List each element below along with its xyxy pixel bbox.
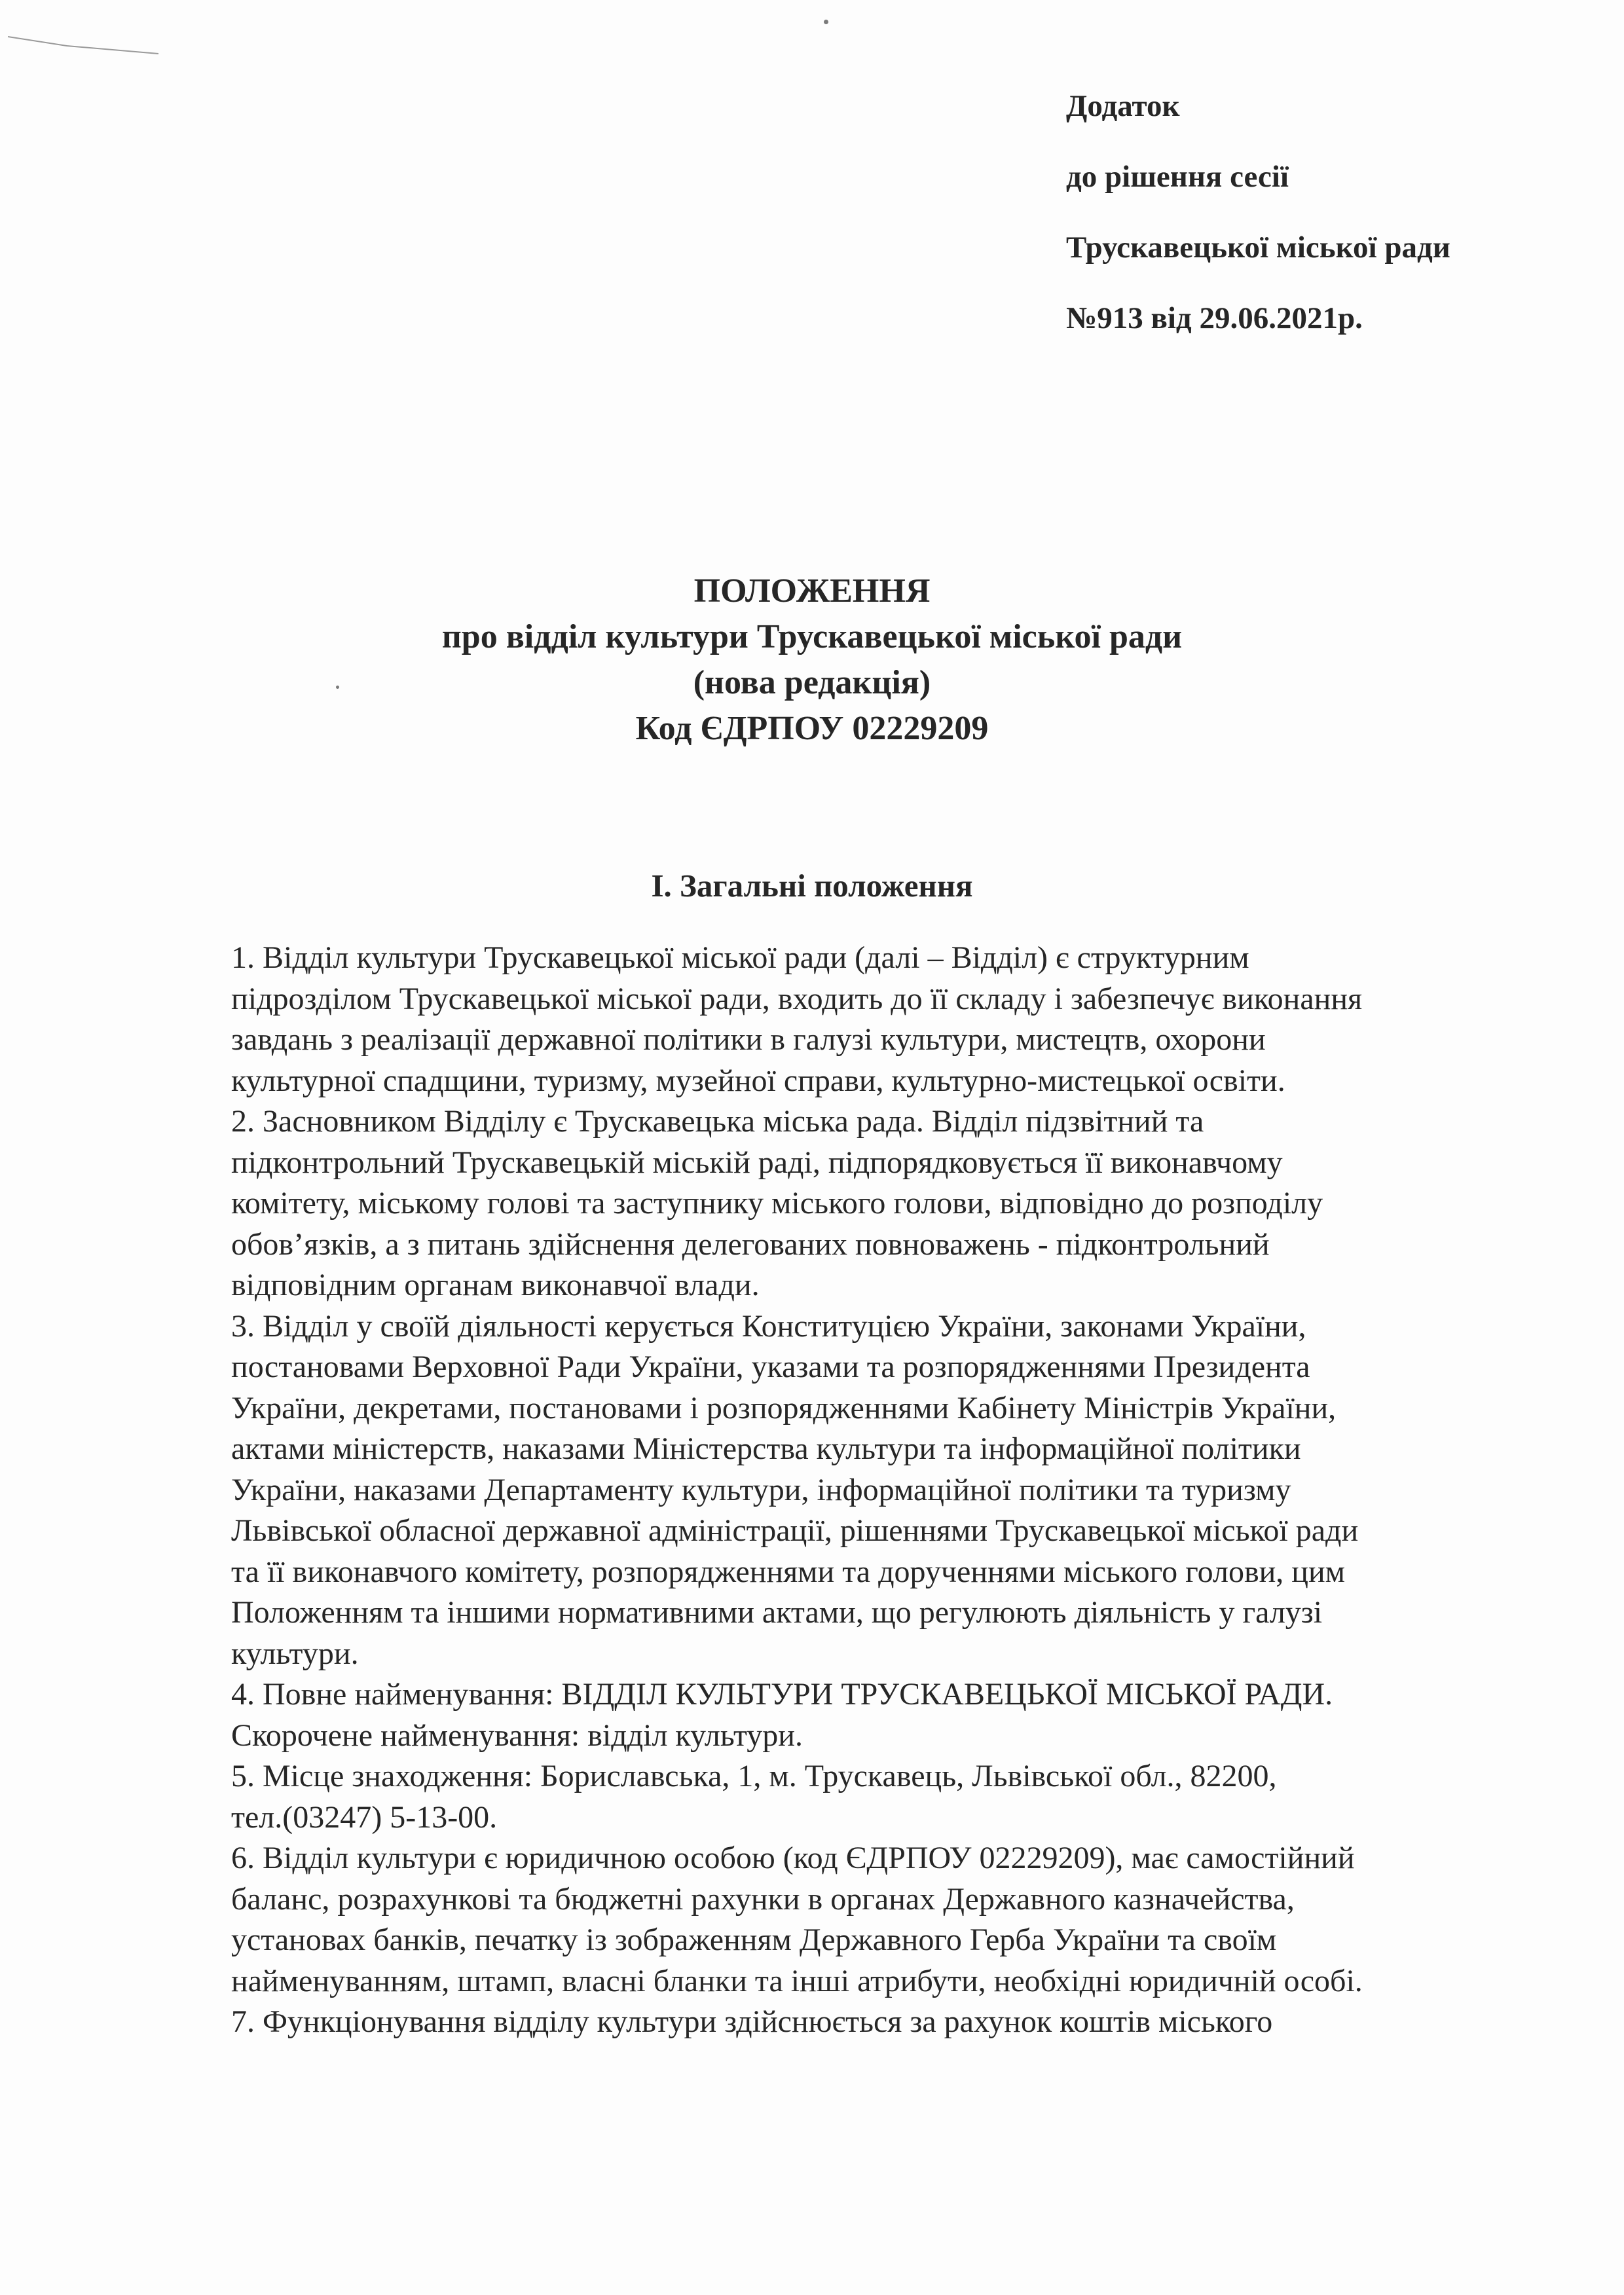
- scan-speck: [824, 20, 828, 24]
- text-line: Львівської обласної державної адміністрації, рішеннями Трускавецької міської ради: [231, 1513, 1359, 1548]
- paragraph-2: [231, 1101, 1606, 1306]
- text-line: 5. Місце знаходження: Бориславська, 1, м. Трускавець, Львівської обл., 82200,: [231, 1759, 1277, 1793]
- title-subject: про відділ культури Трускавецької міської ради: [441, 618, 1183, 655]
- title-code: Код ЄДРПОУ 02229209: [635, 710, 989, 747]
- section-body: [231, 938, 1606, 2043]
- text-line: підконтрольний Трускавецькій міській раді, підпорядковується її виконавчому: [231, 1145, 1283, 1180]
- text-line: завдань з реалізації державної політики в галузі культури, мистецтв, охорони: [231, 1022, 1266, 1057]
- scan-artifact-icon: [8, 31, 158, 58]
- text-line: обов’язків, а з питань здійснення делегованих повноважень - підконтрольний: [231, 1226, 1270, 1262]
- paragraph-7: [231, 2002, 1606, 2043]
- section-heading: I. Загальні положення: [651, 868, 973, 904]
- document-title: [0, 568, 1624, 752]
- text-line: відповідним органам виконавчої влади.: [231, 1268, 760, 1302]
- title-edition: (нова редакція): [693, 664, 931, 701]
- text-line: 4. Повне найменування: ВІДДІЛ КУЛЬТУРИ ТРУСКАВЕЦЬКОЇ МІСЬКОЇ РАДИ.: [231, 1677, 1333, 1712]
- text-line: підрозділом Трускавецької міської ради, входить до її складу і забезпечує виконання: [231, 981, 1363, 1016]
- text-line: баланс, розрахункові та бюджетні рахунки в органах Державного казначейства,: [231, 1881, 1295, 1917]
- text-line: та її виконавчого комітету, розпорядженнями та дорученнями міського голови, цим: [231, 1554, 1346, 1589]
- text-line: 3. Відділ у своїй діяльності керується Конституцією України, законами України,: [231, 1308, 1306, 1344]
- text-line: тел.(03247) 5-13-00.: [231, 1799, 498, 1835]
- text-line: комітету, міському голові та заступнику міського голови, відповідно до розподілу: [231, 1186, 1323, 1221]
- appendix-line: Трускавецької міської ради: [1066, 230, 1450, 265]
- paragraph-4: [231, 1674, 1606, 1756]
- title-heading: ПОЛОЖЕННЯ: [693, 572, 931, 610]
- appendix-line: до рішення сесії: [1066, 160, 1289, 194]
- text-line: 7. Функціонування відділу культури здійснюється за рахунок коштів міського: [231, 2004, 1273, 2039]
- paragraph-3: [231, 1306, 1606, 1675]
- text-line: актами міністерств, наказами Міністерства культури та інформаційної політики: [231, 1431, 1301, 1466]
- text-line: постановами Верховної Ради України, указами та розпорядженнями Президента: [231, 1349, 1310, 1384]
- text-line: України, наказами Департаменту культури, інформаційної політики та туризму: [231, 1472, 1291, 1507]
- text-line: культурної спадщини, туризму, музейної справи, культурно-мистецької освіти.: [231, 1063, 1285, 1098]
- text-line: установах банків, печатку із зображенням Державного Герба України та своїм: [231, 1922, 1277, 1957]
- appendix-line: №913 від 29.06.2021р.: [1066, 301, 1363, 335]
- text-line: Скорочене найменування: відділ культури.: [231, 1717, 803, 1753]
- appendix-line: Додаток: [1066, 89, 1180, 123]
- text-line: 6. Відділ культури є юридичною особою (код ЄДРПОУ 02229209), має самостійний: [231, 1841, 1355, 1875]
- text-line: України, декретами, постановами і розпорядженнями Кабінету Міністрів України,: [231, 1390, 1337, 1425]
- text-line: 1. Відділ культури Трускавецької міської ради (далі – Відділ) є структурним: [231, 940, 1249, 975]
- appendix-reference: [1066, 71, 1603, 354]
- text-line: Положенням та іншими нормативними актами, що регулюють діяльність у галузі: [231, 1595, 1323, 1630]
- paragraph-6: [231, 1838, 1606, 2002]
- paragraph-1: [231, 938, 1606, 1101]
- paragraph-5: [231, 1756, 1606, 1838]
- text-line: культури.: [231, 1636, 359, 1671]
- text-line: найменуванням, штамп, власні бланки та інші атрибути, необхідні юридичній особі.: [231, 1963, 1363, 1998]
- text-line: 2. Засновником Відділу є Трускавецька міська рада. Відділ підзвітний та: [231, 1104, 1204, 1139]
